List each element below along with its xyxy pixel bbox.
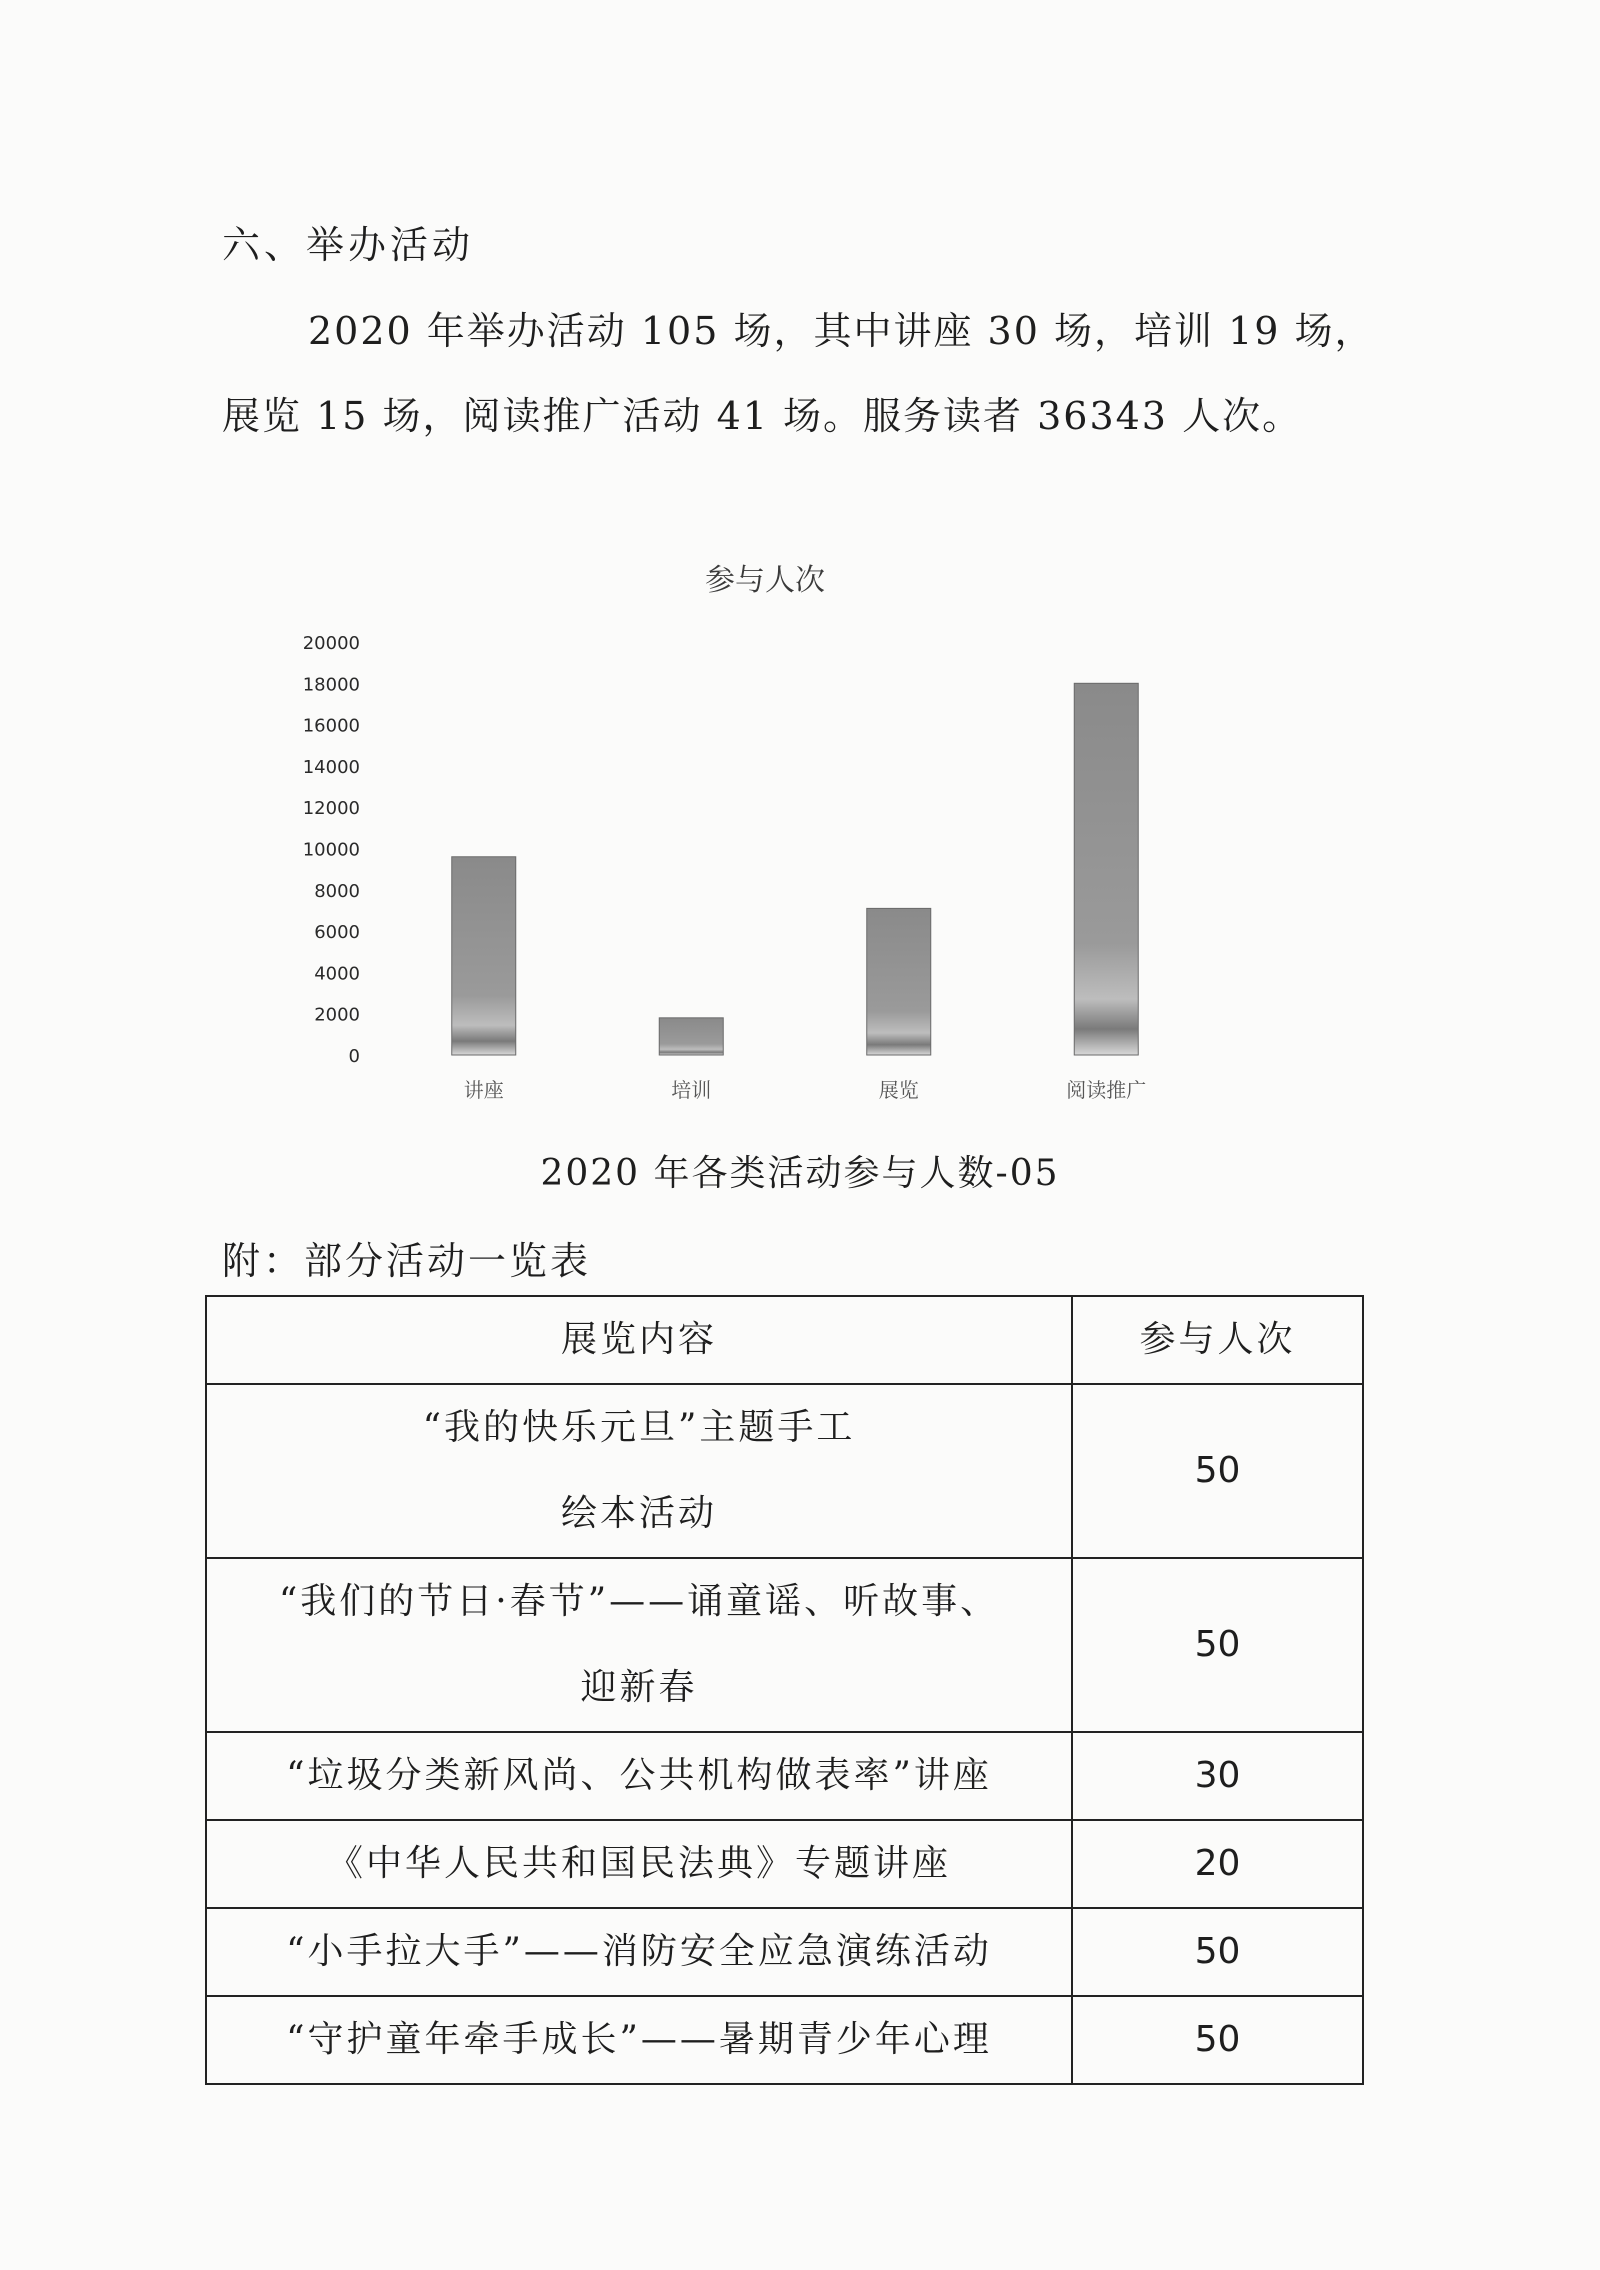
y-tick-label: 16000 <box>302 715 360 737</box>
count-cell: 50 <box>1072 1996 1363 2084</box>
y-tick-label: 4000 <box>314 963 360 985</box>
paragraph-line-2: 展览 15 场，阅读推广活动 41 场。服务读者 36343 人次。 <box>222 394 1303 438</box>
activity-line: 绘本活动 <box>560 1493 717 1534</box>
y-tick-label: 2000 <box>314 1004 360 1026</box>
x-category-label: 培训 <box>671 1078 712 1102</box>
y-tick-label: 18000 <box>302 674 360 696</box>
section-heading: 六、举办活动 <box>222 223 475 267</box>
y-tick-label: 8000 <box>314 880 360 902</box>
bar-3 <box>1074 683 1138 1055</box>
activity-cell: 《中华人民共和国民法典》专题讲座 <box>206 1820 1072 1908</box>
appendix-title: 附：部分活动一览表 <box>222 1239 592 1283</box>
header-participants: 参与人次 <box>1072 1296 1363 1384</box>
count-cell: 50 <box>1072 1384 1363 1558</box>
activity-cell <box>206 1384 1072 1558</box>
x-category-label: 展览 <box>878 1078 919 1102</box>
y-axis <box>303 633 360 1067</box>
activity-cell: “小手拉大手”——消防安全应急演练活动 <box>206 1908 1072 1996</box>
x-category-label: 阅读推广 <box>1066 1078 1147 1102</box>
table-row <box>206 1996 1363 2084</box>
y-tick-label: 20000 <box>302 633 360 654</box>
table-header-row <box>206 1296 1363 1384</box>
table-row <box>206 1732 1363 1820</box>
x-category-label: 讲座 <box>463 1078 504 1102</box>
x-axis-labels <box>464 1078 1147 1102</box>
activity-cell <box>206 1558 1072 1732</box>
paragraph-line-1: 2020 年举办活动 105 场，其中讲座 30 场，培训 19 场， <box>308 309 1375 353</box>
activity-cell: “垃圾分类新风尚、公共机构做表率”讲座 <box>206 1732 1072 1820</box>
table-row <box>206 1820 1363 1908</box>
chart-title: 参与人次 <box>705 563 825 598</box>
y-tick-label: 10000 <box>302 839 360 861</box>
bar-1 <box>659 1018 723 1055</box>
bars <box>452 683 1139 1055</box>
participation-bar-chart <box>280 550 1220 1110</box>
table-row <box>206 1908 1363 1996</box>
bar-0 <box>452 857 516 1055</box>
count-cell: 50 <box>1072 1558 1363 1732</box>
y-tick-label: 12000 <box>302 798 360 820</box>
count-cell: 30 <box>1072 1732 1363 1820</box>
activity-line: “我的快乐元旦”主题手工 <box>422 1407 856 1448</box>
table-row <box>206 1558 1363 1732</box>
activities-table <box>205 1295 1364 2085</box>
count-cell: 20 <box>1072 1820 1363 1908</box>
y-tick-label: 14000 <box>302 756 360 778</box>
activity-cell: “守护童年牵手成长”——暑期青少年心理 <box>206 1996 1072 2084</box>
count-cell: 50 <box>1072 1908 1363 1996</box>
y-tick-label: 6000 <box>314 922 360 944</box>
table-row <box>206 1384 1363 1558</box>
header-content: 展览内容 <box>206 1296 1072 1384</box>
activity-line: 迎新春 <box>580 1667 698 1708</box>
activity-line: “我们的节日·春节”——诵童谣、听故事、 <box>278 1581 1000 1622</box>
bar-2 <box>867 908 931 1055</box>
y-tick-label: 0 <box>348 1046 360 1067</box>
chart-caption: 2020 年各类活动参与人数-05 <box>540 1153 1060 1194</box>
